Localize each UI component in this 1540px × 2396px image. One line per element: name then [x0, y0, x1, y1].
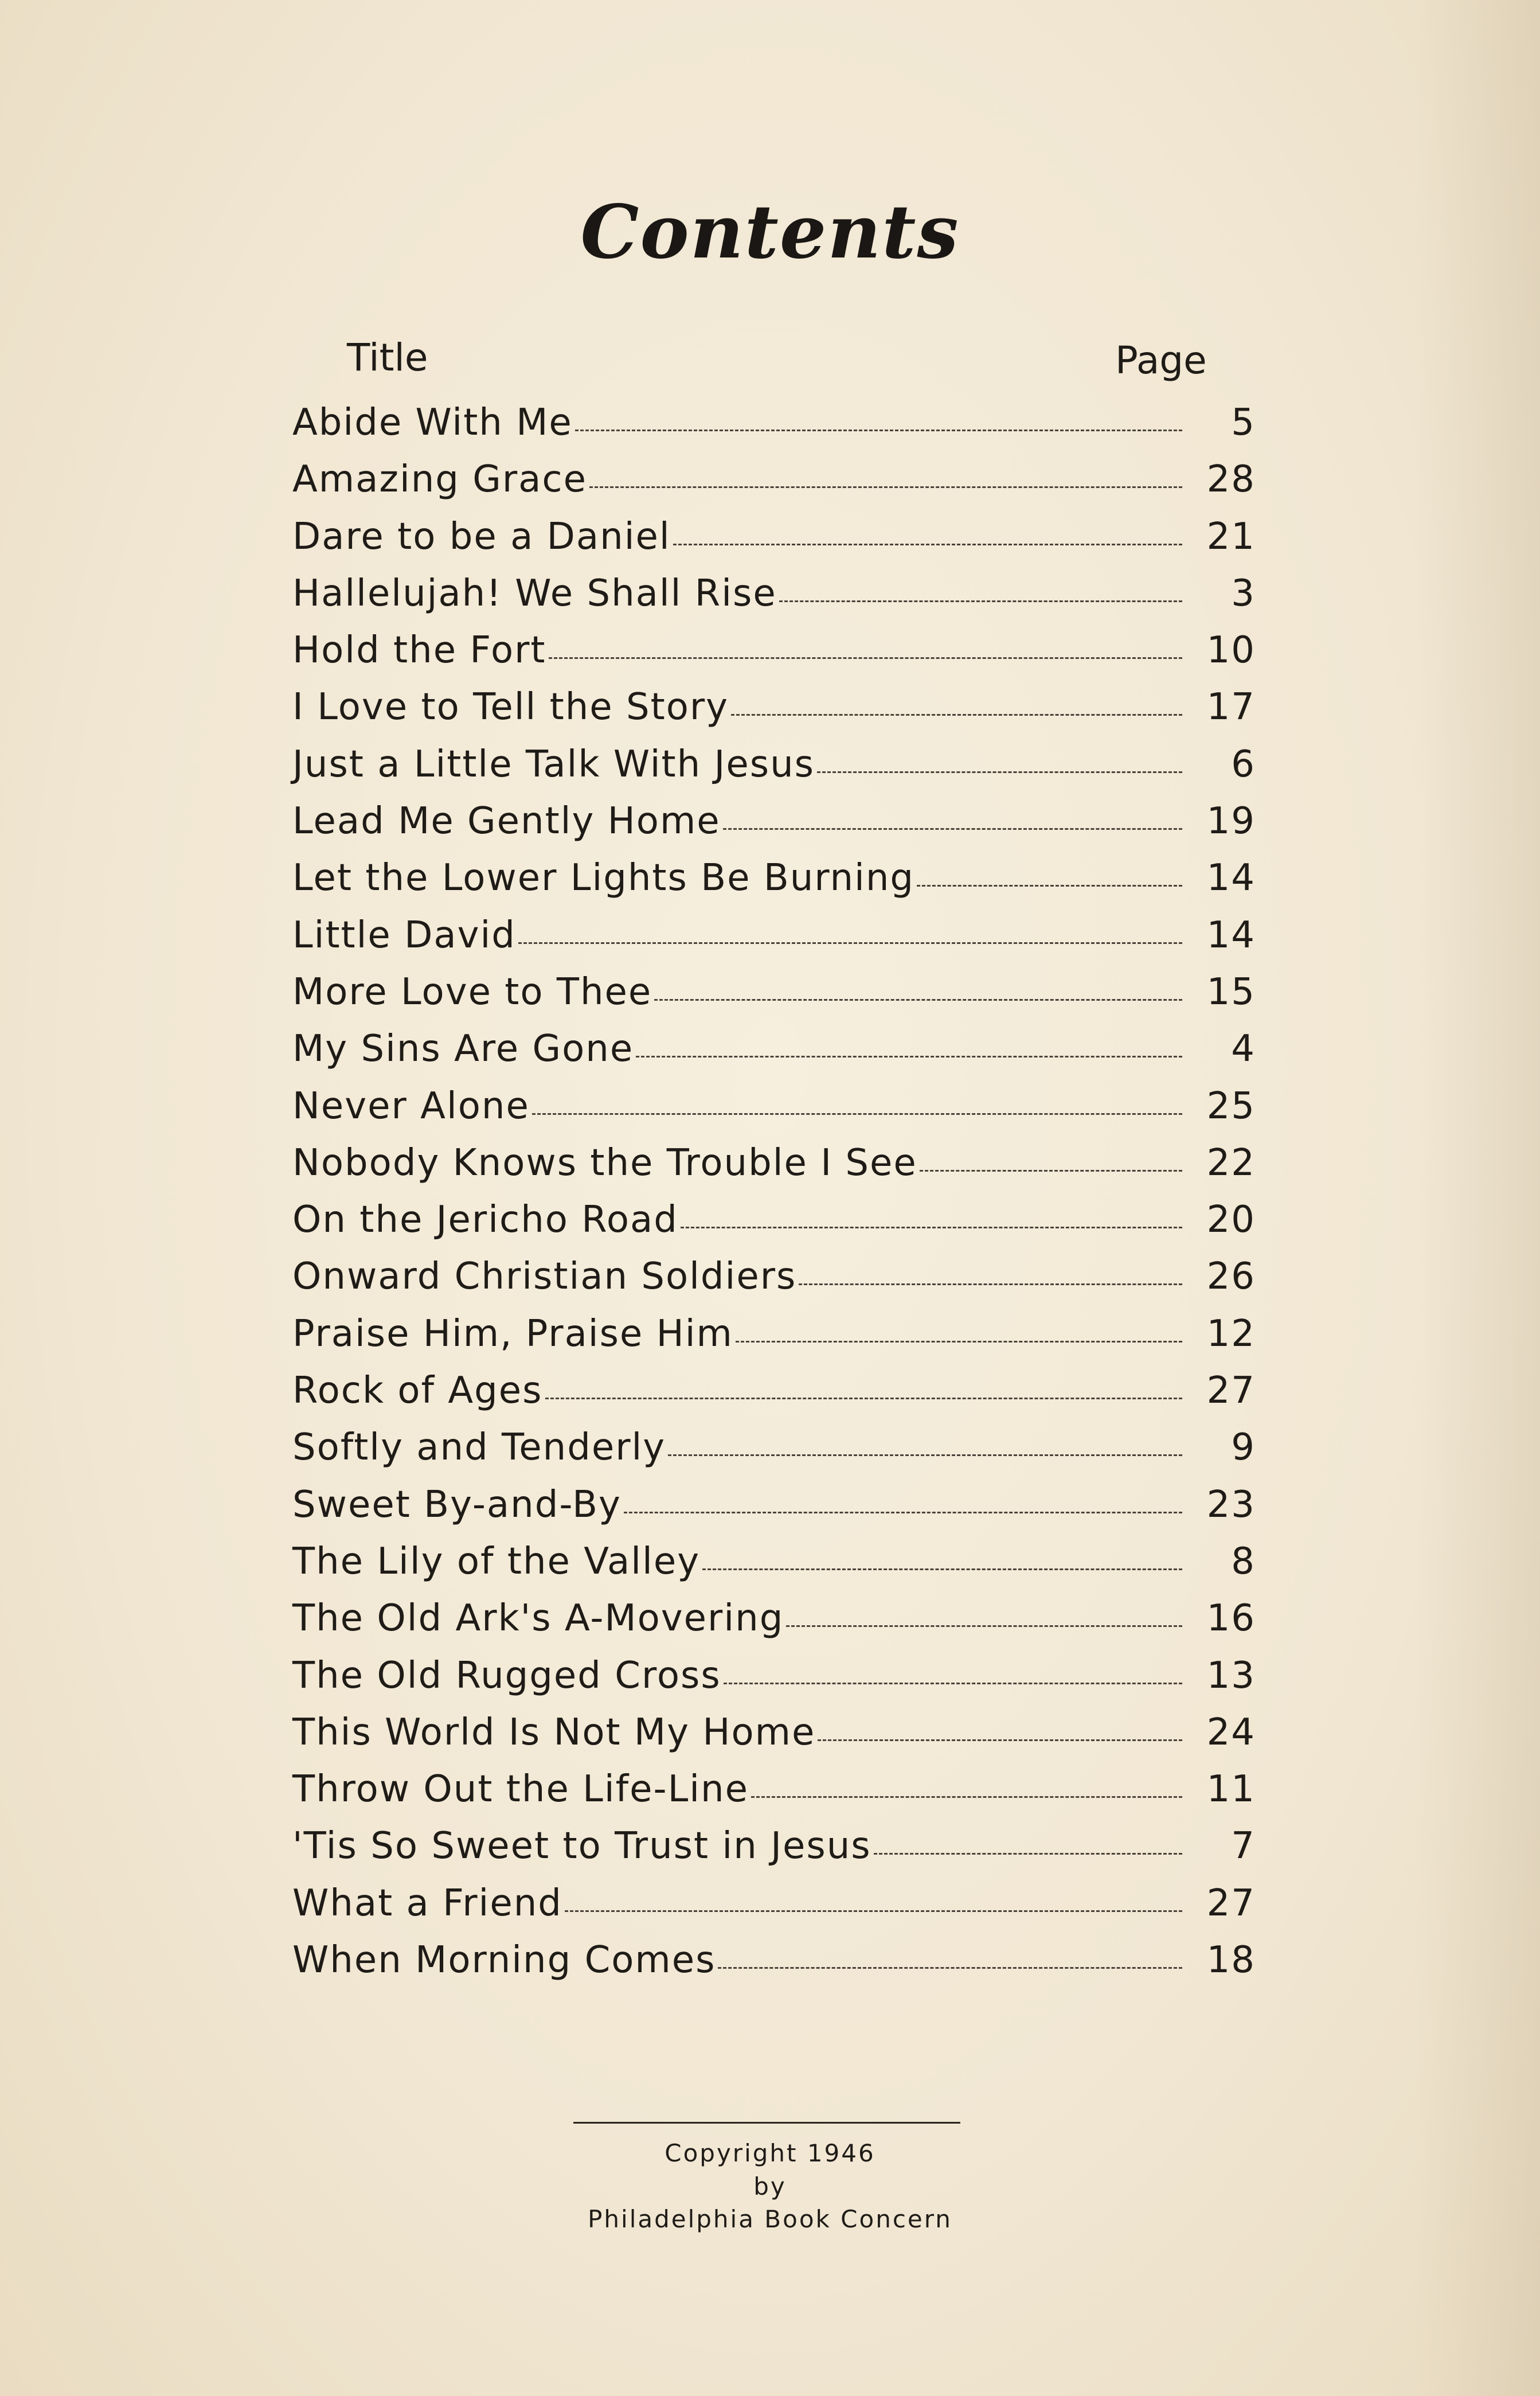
- toc-entry-page: 13: [1206, 1654, 1256, 1697]
- toc-entry-title: Praise Him, Praise Him: [292, 1312, 733, 1355]
- toc-entry-title: I Love to Tell the Story: [292, 686, 729, 729]
- toc-entry-title: Nobody Knows the Trouble I See: [292, 1141, 917, 1184]
- toc-entry-page: 8: [1231, 1540, 1256, 1583]
- toc-entry-title: Never Alone: [292, 1084, 530, 1127]
- toc-entry-page: 5: [1231, 401, 1256, 444]
- toc-entry-page: 26: [1206, 1255, 1256, 1298]
- toc-entry-title: Sweet By-and-By: [292, 1483, 622, 1526]
- toc-entry-title: Hallelujah! We Shall Rise: [292, 572, 777, 615]
- dot-leader: [786, 1625, 1182, 1627]
- toc-entry-title: Hold the Fort: [292, 629, 546, 672]
- dot-leader: [736, 1341, 1182, 1343]
- toc-entry: [292, 686, 1256, 743]
- toc-entry-title: Just a Little Talk With Jesus: [292, 743, 815, 786]
- toc-entry-page: 17: [1206, 686, 1256, 729]
- dot-leader: [779, 600, 1182, 602]
- toc-entry: [292, 1540, 1256, 1597]
- dot-leader: [731, 714, 1182, 716]
- toc-entry: [292, 857, 1256, 914]
- toc-entry-title: Amazing Grace: [292, 458, 587, 501]
- dot-leader: [681, 1227, 1182, 1228]
- toc-entry: [292, 1882, 1256, 1939]
- toc-entry: [292, 1654, 1256, 1711]
- toc-entry-page: 11: [1206, 1768, 1256, 1811]
- toc-entry-title: The Old Ark's A-Movering: [292, 1597, 784, 1640]
- dot-leader: [920, 1170, 1182, 1172]
- toc-entry: [292, 1369, 1256, 1426]
- toc-entry: [292, 516, 1256, 572]
- toc-entry-title: Onward Christian Soldiers: [292, 1255, 797, 1298]
- dot-leader: [817, 771, 1182, 773]
- toc-entry: [292, 1028, 1256, 1084]
- toc-entry-title: Throw Out the Life-Line: [292, 1768, 749, 1811]
- toc-entry-page: 3: [1231, 572, 1256, 615]
- toc-entry-title: What a Friend: [292, 1882, 562, 1925]
- dot-leader: [589, 486, 1182, 488]
- toc-entry-page: 9: [1231, 1426, 1256, 1469]
- toc-entry: [292, 971, 1256, 1028]
- toc-entry-title: Let the Lower Lights Be Burning: [292, 857, 914, 900]
- toc-entry: [292, 401, 1256, 458]
- toc-entry-title: The Lily of the Valley: [292, 1540, 701, 1583]
- dot-leader: [518, 942, 1182, 944]
- toc-entry: [292, 1085, 1256, 1142]
- publisher-name: Philadelphia Book Concern: [588, 2205, 952, 2233]
- copyright-by: by: [753, 2172, 787, 2200]
- dot-leader: [718, 1967, 1182, 1969]
- toc-entry: [292, 1426, 1256, 1483]
- toc-entry: [292, 1255, 1256, 1312]
- dot-leader: [917, 885, 1182, 887]
- toc-entry-page: 22: [1206, 1141, 1256, 1184]
- dot-leader: [575, 430, 1182, 431]
- toc-entry: [292, 800, 1256, 857]
- copyright-line: Copyright 1946: [665, 2139, 875, 2167]
- toc-entry: [292, 458, 1256, 515]
- toc-entry-page: 6: [1231, 743, 1256, 786]
- toc-entry-page: 28: [1206, 458, 1256, 501]
- dot-leader: [818, 1739, 1182, 1741]
- dot-leader: [799, 1283, 1182, 1285]
- dot-leader: [565, 1910, 1182, 1912]
- table-of-contents: [292, 401, 1256, 1996]
- toc-entry: [292, 1484, 1256, 1540]
- toc-entry-title: The Old Rugged Cross: [292, 1654, 721, 1697]
- toc-entry-page: 15: [1206, 970, 1256, 1013]
- toc-entry-title: Dare to be a Daniel: [292, 515, 671, 558]
- toc-entry-title: My Sins Are Gone: [292, 1028, 634, 1071]
- dot-leader: [624, 1512, 1182, 1513]
- toc-entry: [292, 1939, 1256, 1996]
- toc-entry-page: 7: [1231, 1825, 1256, 1868]
- dot-leader: [549, 657, 1183, 659]
- toc-entry: [292, 1597, 1256, 1654]
- toc-entry-title: Softly and Tenderly: [292, 1426, 666, 1469]
- toc-entry-title: Abide With Me: [292, 401, 573, 444]
- toc-entry-page: 23: [1206, 1483, 1256, 1526]
- toc-entry: [292, 629, 1256, 686]
- toc-entry: [292, 1825, 1256, 1882]
- toc-entry: [292, 1199, 1256, 1255]
- toc-entry-page: 20: [1206, 1199, 1256, 1242]
- dot-leader: [654, 999, 1182, 1001]
- toc-entry-page: 21: [1206, 515, 1256, 558]
- toc-entry-page: 19: [1206, 800, 1256, 843]
- toc-entry-title: More Love to Thee: [292, 970, 652, 1013]
- column-header-title: Title: [347, 335, 428, 380]
- contents-heading: Contents: [580, 189, 960, 275]
- toc-entry-title: When Morning Comes: [292, 1939, 716, 1982]
- dot-leader: [673, 544, 1182, 545]
- toc-entry-page: 14: [1206, 914, 1256, 957]
- toc-entry: [292, 1768, 1256, 1825]
- toc-entry-page: 12: [1206, 1312, 1256, 1355]
- toc-entry-page: 18: [1206, 1939, 1256, 1982]
- toc-entry: [292, 1313, 1256, 1369]
- dot-leader: [668, 1454, 1182, 1456]
- toc-entry-title: 'Tis So Sweet to Trust in Jesus: [292, 1825, 871, 1868]
- toc-entry-page: 27: [1206, 1882, 1256, 1925]
- dot-leader: [723, 828, 1182, 830]
- toc-entry-title: Little David: [292, 914, 516, 957]
- toc-entry-page: 10: [1206, 629, 1256, 672]
- toc-entry: [292, 1142, 1256, 1199]
- column-header-page: Page: [1115, 338, 1207, 383]
- toc-entry-page: 24: [1206, 1711, 1256, 1754]
- toc-entry-page: 25: [1206, 1084, 1256, 1127]
- toc-entry: [292, 1711, 1256, 1768]
- dot-leader: [724, 1683, 1182, 1684]
- footer-divider: [573, 2122, 960, 2124]
- toc-entry-title: On the Jericho Road: [292, 1199, 678, 1242]
- toc-entry: [292, 572, 1256, 629]
- dot-leader: [545, 1398, 1183, 1399]
- dot-leader: [702, 1568, 1182, 1570]
- dot-leader: [636, 1056, 1182, 1057]
- toc-entry-page: 14: [1206, 857, 1256, 900]
- toc-entry-page: 4: [1231, 1028, 1256, 1071]
- toc-entry-title: This World Is Not My Home: [292, 1711, 816, 1754]
- toc-entry-title: Rock of Ages: [292, 1369, 543, 1412]
- dot-leader: [751, 1796, 1182, 1798]
- toc-entry-title: Lead Me Gently Home: [292, 800, 721, 843]
- toc-entry: [292, 914, 1256, 971]
- toc-entry: [292, 743, 1256, 800]
- toc-entry-page: 27: [1206, 1369, 1256, 1412]
- toc-entry-page: 16: [1206, 1597, 1256, 1640]
- dot-leader: [532, 1113, 1182, 1115]
- page-edge-shadow: [1414, 0, 1540, 2396]
- dot-leader: [874, 1853, 1182, 1855]
